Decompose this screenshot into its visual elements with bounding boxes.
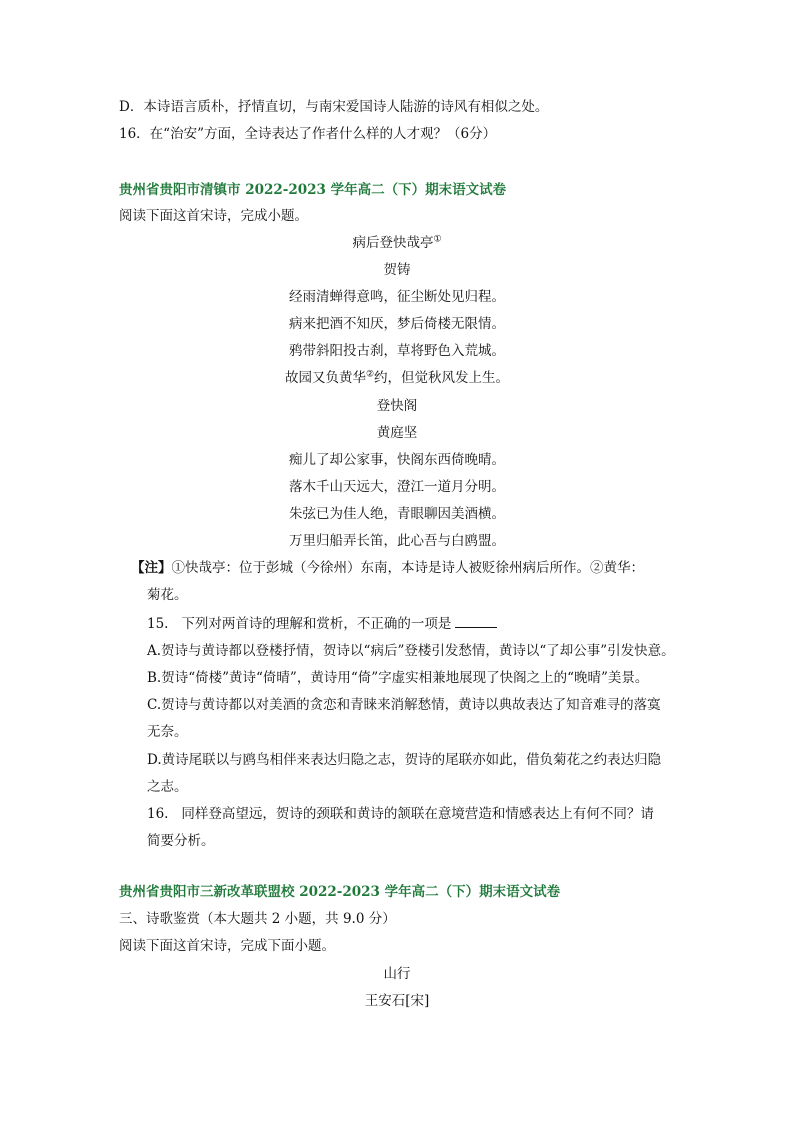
poem2-title: 登快阁 bbox=[376, 398, 418, 414]
poem2-author: 黄庭坚 bbox=[376, 425, 418, 441]
poem2-line-4: 万里归船弄长笛，此心吾与白鸥盟。 bbox=[289, 533, 505, 549]
question-15: 15. 下列对两首诗的理解和赏析，不正确的一项是 bbox=[147, 613, 497, 634]
poem1-line-3: 鸦带斜阳投古刹，草将野色入荒城。 bbox=[289, 343, 505, 359]
footnote-mark-2: ② bbox=[365, 369, 375, 380]
poem1-author: 贺铸 bbox=[383, 262, 411, 278]
poem1-line-1: 经雨清蝉得意鸣，征尘断处见归程。 bbox=[289, 289, 505, 305]
footnote-mark-1: ① bbox=[433, 234, 442, 245]
option-c-cont: 无奈。 bbox=[147, 724, 188, 740]
question-16-text: 16．在“治安”方面，全诗表达了作者什么样的人才观？（6分） bbox=[119, 126, 497, 142]
option-c: C.贺诗与黄诗都以对美酒的贪恋和青睐来消解愁情，黄诗以典故表达了知音难寻的落寞 bbox=[147, 697, 661, 713]
question-16: 16. 同样登高望远，贺诗的颈联和黄诗的颔联在意境营造和情感表达上有何不同？请 bbox=[147, 806, 654, 822]
poem1-title: 病后登快哉亭① bbox=[352, 234, 442, 251]
poem2-line-1: 痴儿了却公家事，快阁东西倚晚晴。 bbox=[289, 452, 505, 468]
question-16-cont: 简要分析。 bbox=[147, 833, 215, 849]
poem3-title: 山行 bbox=[383, 966, 411, 982]
source-title-1: 贵州省贵阳市清镇市 2022-2023 学年高二（下）期末语文试卷 bbox=[119, 182, 507, 198]
option-a: A.贺诗与黄诗都以登楼抒情，贺诗以“病后”登楼引发愁情，黄诗以“了却公事”引发快意。 bbox=[147, 643, 675, 659]
option-d-cont: 之志。 bbox=[147, 779, 188, 795]
poem1-line-2: 病来把酒不知厌，梦后倚楼无限情。 bbox=[289, 316, 505, 332]
option-d: D.黄诗尾联以与鸥鸟相伴来表达归隐之志，贺诗的尾联亦如此，借负菊花之约表达归隐 bbox=[147, 752, 662, 768]
poem1-line-4: 故园又负黄华②约，但觉秋风发上生。 bbox=[284, 369, 510, 386]
annotation-line-1: 【注】①快哉亭：位于彭城（今徐州）东南，本诗是诗人被贬徐州病后所作。②黄华： bbox=[131, 560, 644, 576]
answer-blank[interactable] bbox=[455, 613, 497, 628]
source-title-2: 贵州省贵阳市三新改革联盟校 2022-2023 学年高二（下）期末语文试卷 bbox=[119, 884, 561, 900]
reading-intro-2: 阅读下面这首宋诗，完成下面小题。 bbox=[119, 938, 335, 954]
poem2-line-2: 落木千山天远大，澄江一道月分明。 bbox=[289, 479, 505, 495]
poem2-line-3: 朱弦已为佳人绝，青眼聊因美酒横。 bbox=[289, 506, 505, 522]
annotation-line-2: 菊花。 bbox=[147, 587, 188, 603]
poem3-author: 王安石[宋] bbox=[364, 993, 430, 1009]
annotation-head: 【注】 bbox=[131, 560, 172, 576]
reading-intro-1: 阅读下面这首宋诗，完成小题。 bbox=[119, 208, 308, 224]
part-heading: 三、诗歌鉴赏（本大题共 2 小题，共 9.0 分） bbox=[119, 911, 396, 927]
option-b: B.贺诗“倚楼”黄诗“倚晴”，黄诗用“倚”字虚实相兼地展现了快阁之上的“晚晴”美景。 bbox=[147, 670, 649, 686]
option-d-text: D．本诗语言质朴，抒情直切，与南宋爱国诗人陆游的诗风有相似之处。 bbox=[119, 99, 549, 115]
